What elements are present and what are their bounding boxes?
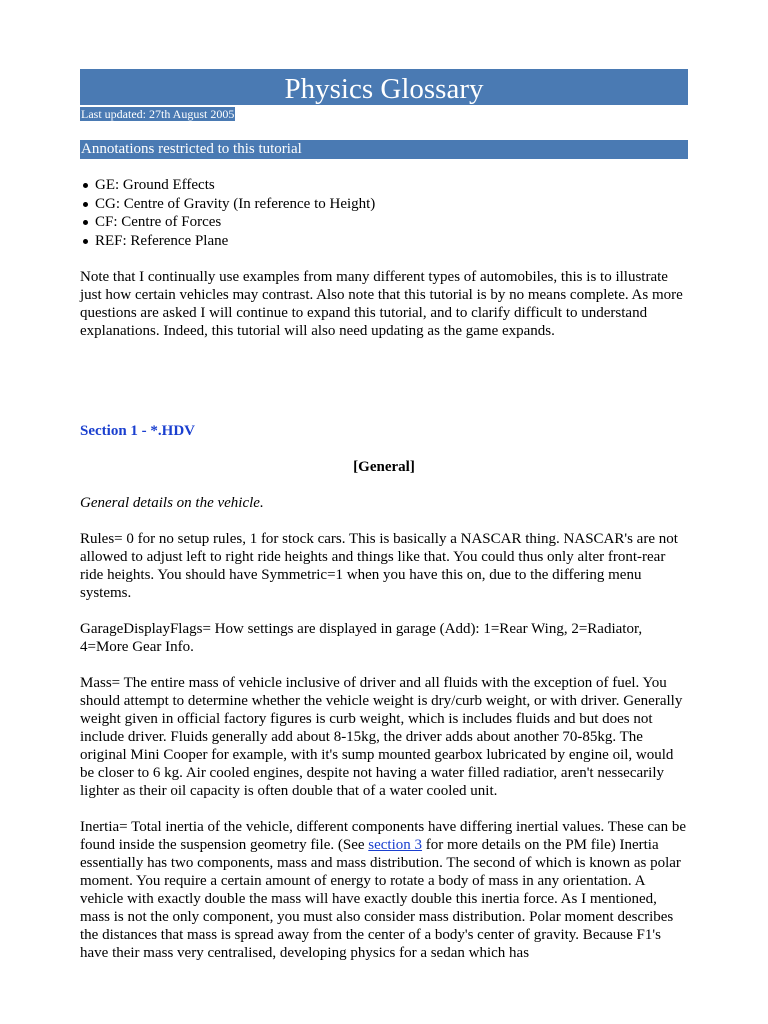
inertia-text-end: for more details on the PM file) Inertia essentially has two components, mass and mass distribution. The second of which is known as polar moment. You require a certain amount of energy to rotate a body of mass in any orientation. A vehicle with exactly double the mass will have exactly double this inertia force. As I mentioned, mass is not the only component, you must also consider mass distribution. Polar moment describes the distances that mass is spread away from the center of a body's center of gravity. Because F1's have their mass very centralised, developing physics for a sedan which has	[80, 837, 681, 961]
annotations-heading: Annotations restricted to this tutorial	[80, 140, 688, 159]
intro-note: Note that I continually use examples from many different types of automobiles, this is to illustrate just how certain vehicles may contrast. Also note that this tutorial is by no means complete. As more questions are asked I will continue to expand this tutorial, and to clarify difficult to understand explanations. Indeed, this tutorial will also need updating as the game expands.	[80, 269, 683, 339]
annotations-list	[80, 176, 688, 250]
list-item: REF: Reference Plane	[80, 232, 688, 251]
last-updated-label: Last updated: 27th August 2005	[81, 107, 235, 121]
list-item: CF: Centre of Forces	[80, 213, 688, 232]
rules-paragraph: Rules= 0 for no setup rules, 1 for stock cars. This is basically a NASCAR thing. NASCAR's are not allowed to adjust left to right ride heights and things like that. You could thus only alter front-rear ride heights. You should have Symmetric=1 when you have this on, due to the differing menu systems.	[80, 531, 678, 601]
section-3-link[interactable]: section 3	[368, 837, 423, 853]
garage-flags-paragraph: GarageDisplayFlags= How settings are displayed in garage (Add): 1=Rear Wing, 2=Radiator, 4=More Gear Info.	[80, 621, 643, 655]
general-description: General details on the vehicle.	[80, 495, 264, 511]
inertia-text-start: Inertia= Total inertia of the vehicle, different components have differing inertial values. These can be found inside the suspension geometry file. (See	[80, 819, 687, 853]
list-item: GE: Ground Effects	[80, 176, 688, 195]
list-item: CG: Centre of Gravity (In reference to Height)	[80, 195, 688, 214]
mass-paragraph: Mass= The entire mass of vehicle inclusive of driver and all fluids with the exception of fuel. You should attempt to determine whether the vehicle weight is dry/curb weight, or with driver. Generally weight given in official factory figures is curb weight, which is includes fluids and but does not include driver. Fluids generally add about 8-15kg, the driver adds about another 70-85kg. The original Mini Cooper for example, with it's sump mounted gearbox lubricated by engine oil, would be closer to 6 kg. Air cooled engines, despite not having a water filled radiatior, aren't nessecarily lighter as their oil capacity is often double that of a water cooled unit.	[80, 675, 683, 799]
general-subheading: [General]	[353, 459, 415, 475]
inertia-paragraph	[80, 818, 688, 962]
section-1-heading: Section 1 - *.HDV	[80, 423, 195, 439]
document-page	[80, 69, 688, 962]
page-title: Physics Glossary	[80, 69, 688, 105]
